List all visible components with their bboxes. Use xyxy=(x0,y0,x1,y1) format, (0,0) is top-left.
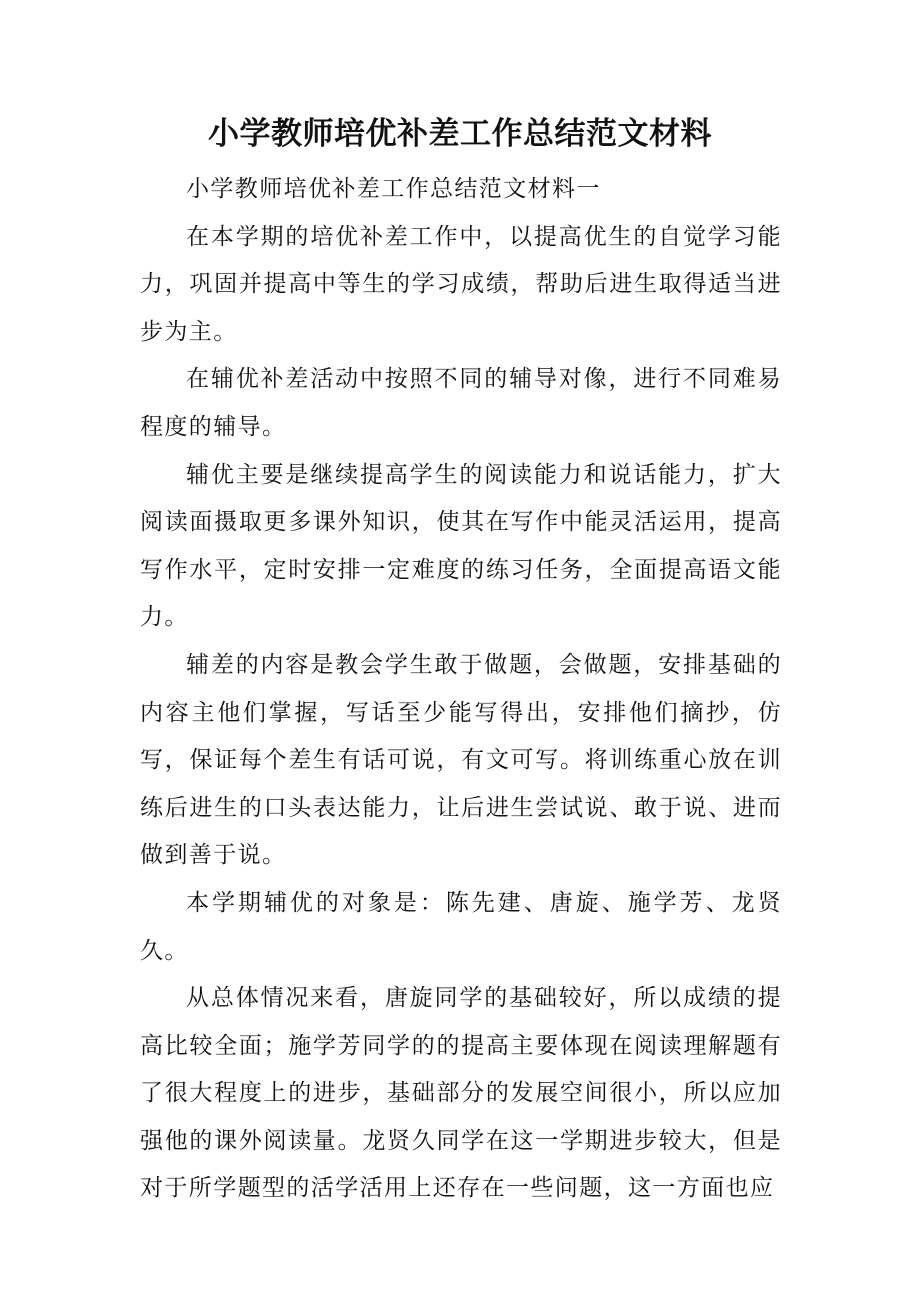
document-body xyxy=(140,166,782,1213)
paragraph: 从总体情况来看，唐旋同学的基础较好，所以成绩的提高比较全面；施学芳同学的的提高主要体现在阅读理解题有了很大程度上的进步，基础部分的发展空间很小，所以应加强他的课外阅读量。龙贤久同学在这一学期进步较大，但是对于所学题型的活学活用上还存在一些问题，这一方面也应 xyxy=(140,985,782,1202)
document-title: 小学教师培优补差工作总结范文材料 xyxy=(208,116,712,152)
paragraph-subtitle: 小学教师培优补差工作总结范文材料一 xyxy=(186,176,601,202)
paragraph: 辅差的内容是教会学生敢于做题，会做题，安排基础的内容主他们掌握，写话至少能写得出，安排他们摘抄，仿写，保证每个差生有话可说，有文可写。将训练重心放在训练后进生的口头表达能力，让后进生尝试说、敢于说、进而做到善于说。 xyxy=(140,651,782,869)
paragraph: 在辅优补差活动中按照不同的辅导对像，进行不同难易程度的辅导。 xyxy=(140,366,782,440)
paragraph: 辅优主要是继续提高学生的阅读能力和说话能力，扩大阅读面摄取更多课外知识，使其在写作中能灵活运用，提高写作水平，定时安排一定难度的练习任务，全面提高语文能力。 xyxy=(140,461,782,631)
paragraph: 本学期辅优的对象是：陈先建、唐旋、施学芳、龙贤久。 xyxy=(140,889,782,964)
paragraph: 在本学期的培优补差工作中，以提高优生的自觉学习能力，巩固并提高中等生的学习成绩，帮助后进生取得适当进步为主。 xyxy=(140,223,782,345)
